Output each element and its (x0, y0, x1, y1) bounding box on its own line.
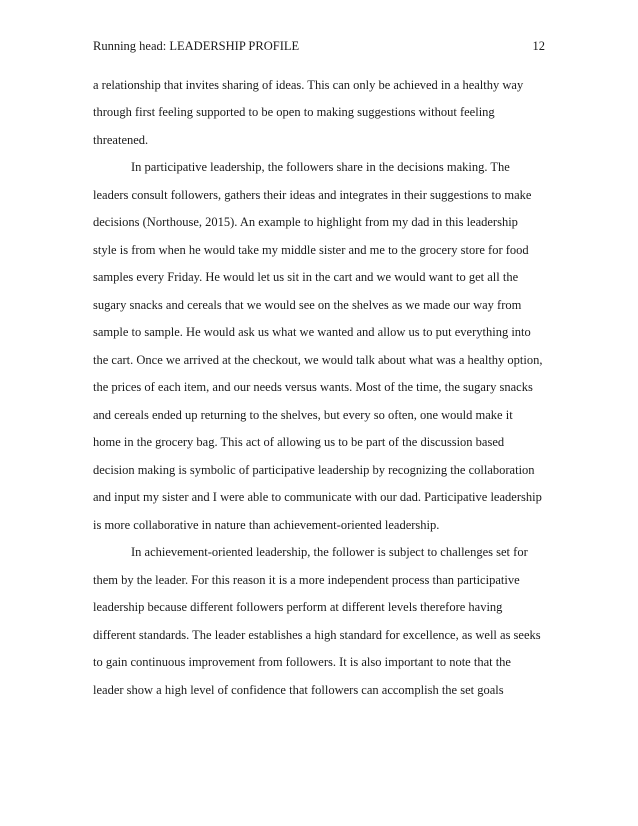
page-header (93, 37, 545, 55)
body-line: leaders consult followers, gathers their ideas and integrates in their suggestions to make (93, 188, 532, 202)
body-line: decision making is symbolic of participative leadership by recognizing the collaboration (93, 463, 535, 477)
body-line: and input my sister and I were able to communicate with our dad. Participative leadership (93, 490, 542, 504)
body-line: different standards. The leader establishes a high standard for excellence, as well as seeks (93, 628, 541, 642)
body-line: a relationship that invites sharing of ideas. This can only be achieved in a healthy way (93, 78, 524, 92)
body-line: decisions (Northouse, 2015). An example to highlight from my dad in this leadership (93, 215, 518, 229)
body-line: and cereals ended up returning to the shelves, but every so often, one would make it (93, 408, 513, 422)
paragraph-first-line: In achievement-oriented leadership, the follower is subject to challenges set for (131, 545, 528, 559)
body-line: the cart. Once we arrived at the checkout, we would talk about what was a healthy option, (93, 353, 543, 367)
running-head: Running head: LEADERSHIP PROFILE (93, 39, 300, 53)
body-line: is more collaborative in nature than achievement-oriented leadership. (93, 518, 440, 532)
page-number: 12 (532, 39, 545, 53)
body-line: samples every Friday. He would let us sit in the cart and we would want to get all the (93, 270, 519, 284)
body-line: style is from when he would take my middle sister and me to the grocery store for food (93, 243, 529, 257)
body-line: home in the grocery bag. This act of allowing us to be part of the discussion based (93, 435, 505, 449)
body-line: to gain continuous improvement from followers. It is also important to note that the (93, 655, 511, 669)
body-line: through first feeling supported to be open to making suggestions without feeling (93, 105, 495, 119)
body-line: sugary snacks and cereals that we would see on the shelves as we made our way from (93, 298, 522, 312)
body-line: threatened. (93, 133, 149, 147)
body-line: sample to sample. He would ask us what we wanted and allow us to put everything into (93, 325, 531, 339)
paragraph-first-line: In participative leadership, the followers share in the decisions making. The (131, 160, 510, 174)
body-line: the prices of each item, and our needs versus wants. Most of the time, the sugary snacks (93, 380, 533, 394)
body-line: leader show a high level of confidence that followers can accomplish the set goals (93, 683, 504, 697)
body-line: leadership because different followers perform at different levels therefore having (93, 600, 503, 614)
body-line: them by the leader. For this reason it is a more independent process than participative (93, 573, 520, 587)
